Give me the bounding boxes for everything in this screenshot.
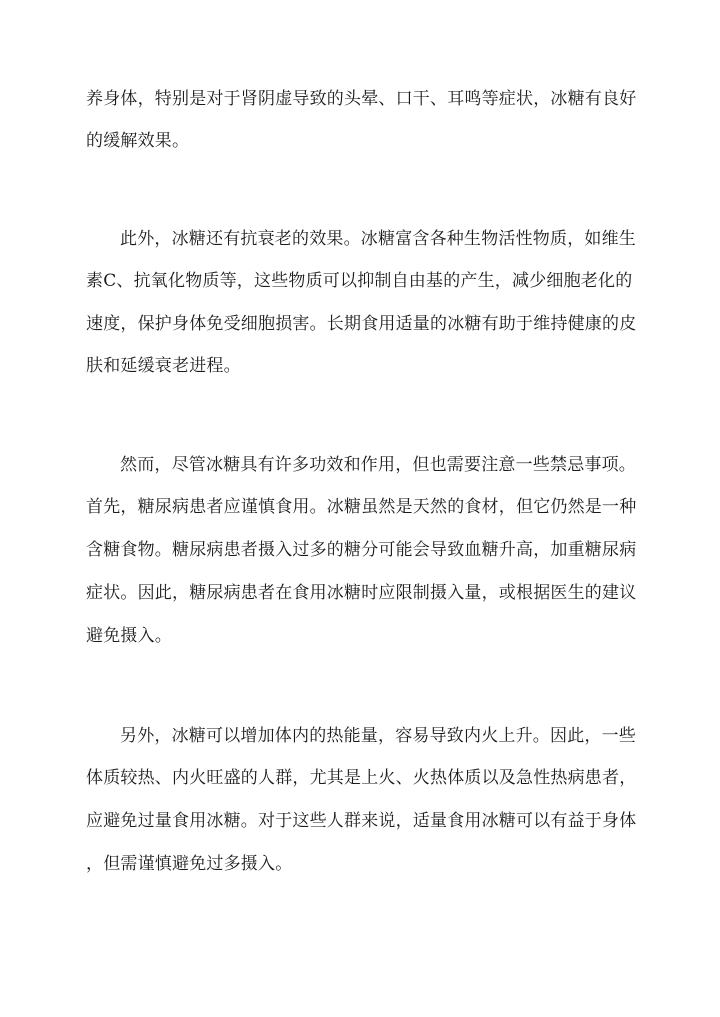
paragraph-3-line-5: 避免摄入。	[86, 626, 172, 646]
paragraph-4-line-1: 另外，冰糖可以增加体内的热能量，容易导致内火上升。因此，一些	[120, 726, 636, 746]
paragraph-1-line-1: 养身体，特别是对于肾阴虚导致的头晕、口干、耳鸣等症状，冰糖有良好	[86, 89, 637, 109]
paragraph-2-line-3: 速度，保护身体免受细胞损害。长期食用适量的冰糖有助于维持健康的皮	[86, 314, 637, 334]
paragraph-3-line-2: 首先，糖尿病患者应谨慎食用。冰糖虽然是天然的食材，但它仍然是一种	[86, 497, 637, 517]
paragraph-4-line-4: ，但需谨慎避免过多摄入。	[86, 854, 293, 874]
paragraph-1-line-2: 的缓解效果。	[86, 131, 190, 151]
paragraph-2-line-2: 素C、抗氧化物质等，这些物质可以抑制自由基的产生，减少细胞老化的	[86, 271, 633, 291]
paragraph-3-line-1: 然而，尽管冰糖具有许多功效和作用，但也需要注意一些禁忌事项。	[120, 455, 636, 475]
paragraph-3-line-4: 症状。因此，糖尿病患者在食用冰糖时应限制摄入量，或根据医生的建议	[86, 583, 637, 603]
paragraph-4-line-3: 应避免过量食用冰糖。对于这些人群来说，适量食用冰糖可以有益于身体	[86, 811, 637, 831]
paragraph-2-line-1: 此外，冰糖还有抗衰老的效果。冰糖富含各种生物活性物质，如维生	[120, 229, 636, 249]
paragraph-4-line-2: 体质较热、内火旺盛的人群，尤其是上火、火热体质以及急性热病患者，	[86, 768, 637, 788]
paragraph-3-line-3: 含糖食物。糖尿病患者摄入过多的糖分可能会导致血糖升高，加重糖尿病	[86, 540, 637, 560]
paragraph-2-line-4: 肤和延缓衰老进程。	[86, 356, 241, 376]
